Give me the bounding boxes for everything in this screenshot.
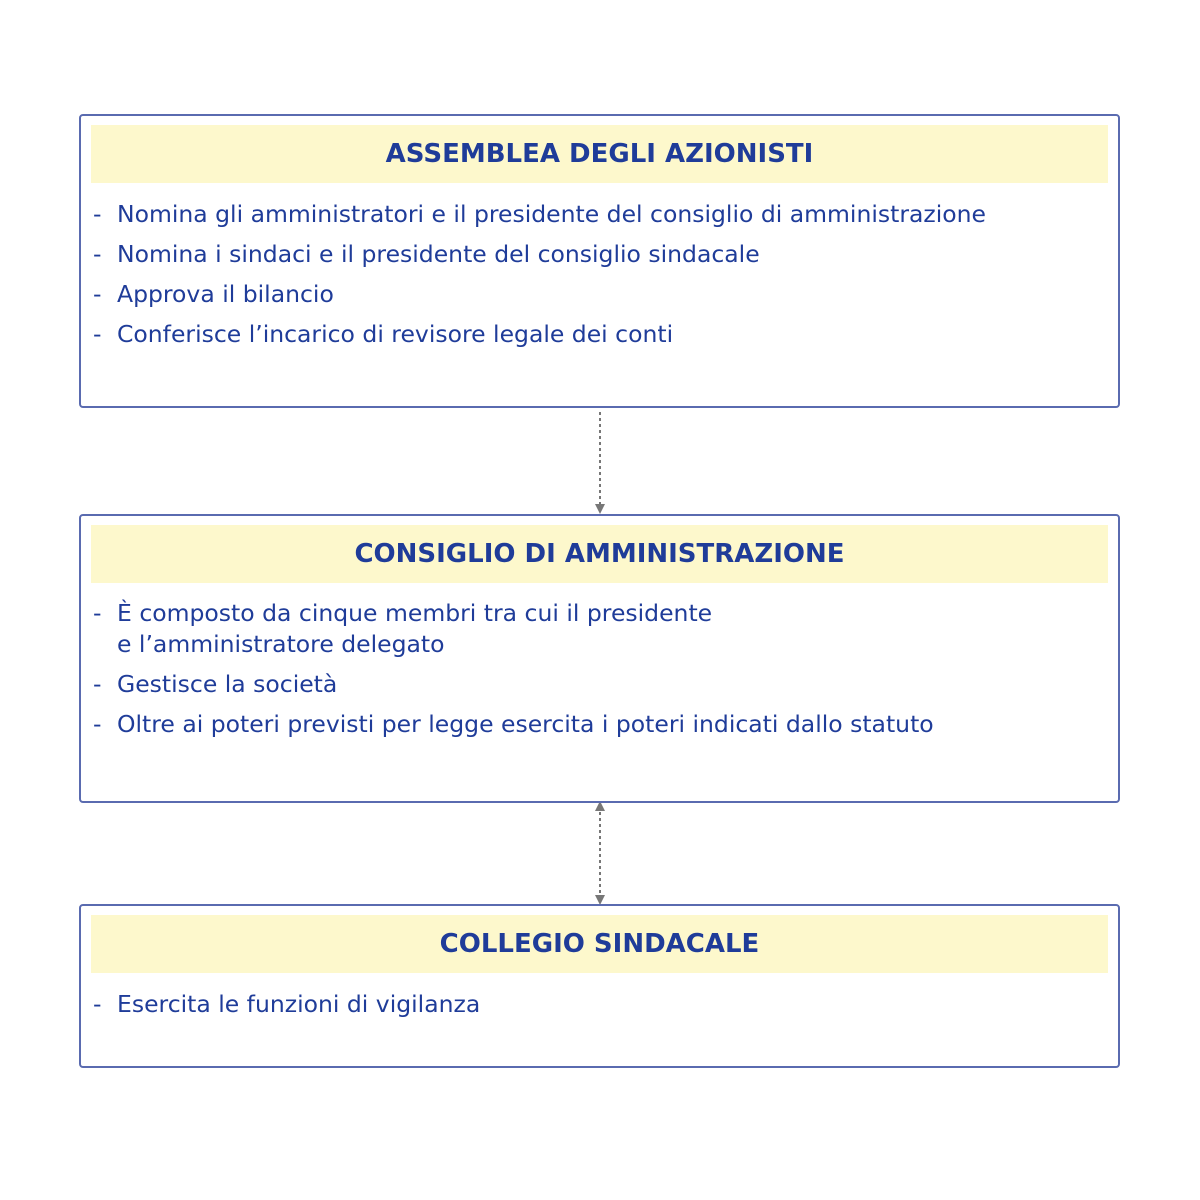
bullet-dash: - xyxy=(93,240,102,268)
list-item xyxy=(93,279,1098,310)
item-text: Oltre ai poteri previsti per legge esercita i poteri indicati dallo statuto xyxy=(117,710,934,738)
box-collegio-sindacale xyxy=(79,904,1120,1068)
list-item xyxy=(93,709,1098,740)
box-assemblea-degli-azionisti xyxy=(79,114,1120,408)
list-item xyxy=(93,239,1098,270)
item-list xyxy=(93,598,1098,749)
item-text: Nomina gli amministratori e il presidente del consiglio di amministrazione xyxy=(117,200,986,228)
bullet-dash: - xyxy=(93,200,102,228)
box-consiglio-di-amministrazione xyxy=(79,514,1120,803)
bullet-dash: - xyxy=(93,670,102,698)
box-title: CONSIGLIO DI AMMINISTRAZIONE xyxy=(354,539,845,569)
item-text: Approva il bilancio xyxy=(117,280,334,308)
list-item xyxy=(93,669,1098,700)
item-list xyxy=(93,199,1098,359)
item-text: È composto da cinque membri tra cui il presidente e l’amministratore delegato xyxy=(117,599,713,658)
bullet-dash: - xyxy=(93,320,102,348)
item-list xyxy=(93,989,1098,1029)
list-item xyxy=(93,319,1098,350)
list-item xyxy=(93,199,1098,230)
box-title: COLLEGIO SINDACALE xyxy=(439,929,760,959)
bullet-dash: - xyxy=(93,710,102,738)
list-item xyxy=(93,598,1098,660)
bullet-dash: - xyxy=(93,990,102,1018)
item-text: Gestisce la società xyxy=(117,670,338,698)
item-text: Esercita le funzioni di vigilanza xyxy=(117,990,481,1018)
box-header xyxy=(91,525,1108,583)
bullet-dash: - xyxy=(93,599,102,627)
box-header xyxy=(91,915,1108,973)
list-item xyxy=(93,989,1098,1020)
box-header xyxy=(91,125,1108,183)
bullet-dash: - xyxy=(93,280,102,308)
box-title: ASSEMBLEA DEGLI AZIONISTI xyxy=(385,139,814,169)
item-text: Nomina i sindaci e il presidente del consiglio sindacale xyxy=(117,240,760,268)
item-text: Conferisce l’incarico di revisore legale dei conti xyxy=(117,320,674,348)
